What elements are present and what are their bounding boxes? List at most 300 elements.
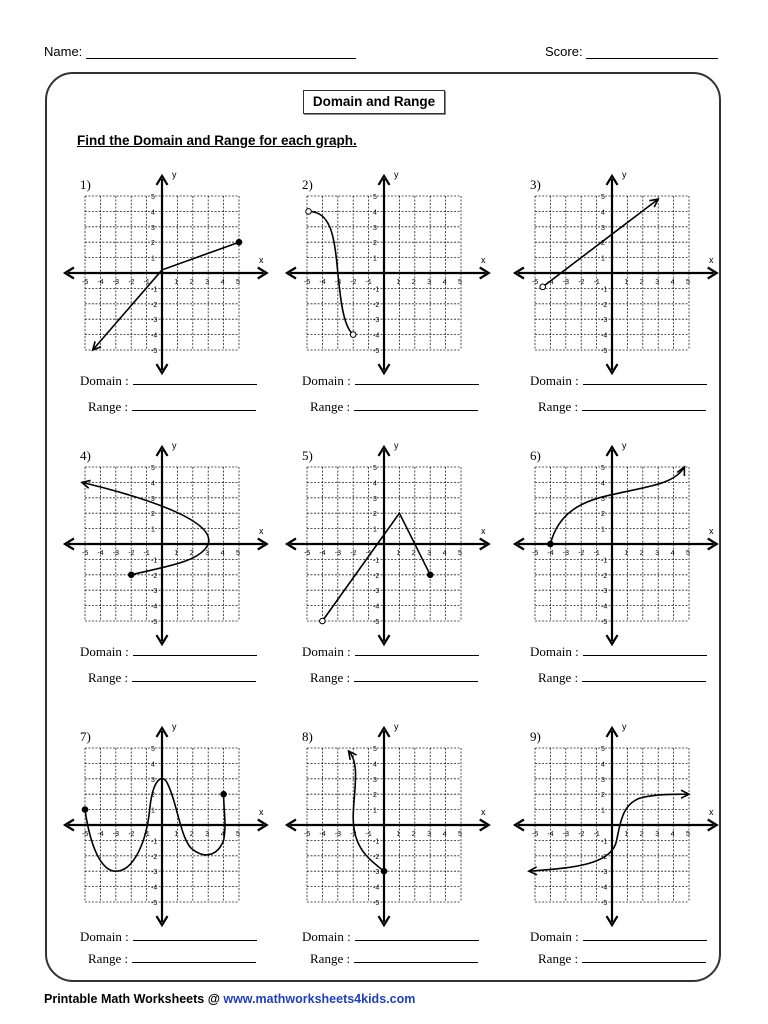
x-tick-label: 3 [655, 831, 660, 838]
x-tick-label: -4 [319, 831, 326, 838]
x-tick-label: -3 [562, 550, 570, 557]
range-blank[interactable] [582, 952, 706, 963]
graph-5 [282, 440, 507, 685]
domain-label: Domain : [80, 929, 129, 944]
x-tick-label: 1 [396, 279, 401, 286]
domain-answer [302, 373, 479, 389]
x-tick-label: 1 [624, 279, 629, 286]
x-tick-label: 3 [205, 831, 210, 838]
open-endpoint [540, 284, 546, 290]
y-tick-label: 4 [601, 761, 605, 769]
x-tick-label: -1 [593, 550, 600, 557]
domain-label: Domain : [80, 373, 129, 388]
y-tick-label: 5 [373, 746, 377, 753]
closed-endpoint [427, 572, 433, 578]
y-tick-label: -5 [151, 900, 158, 907]
y-tick-label: 3 [151, 495, 155, 503]
x-tick-label: -4 [319, 279, 326, 286]
score-label: Score: [545, 44, 583, 59]
y-tick-label: 5 [601, 194, 605, 201]
y-tick-label: 2 [373, 511, 377, 519]
y-tick-label: -2 [601, 572, 608, 580]
range-label: Range : [310, 951, 351, 966]
x-tick-label: -1 [593, 279, 600, 286]
range-answer [310, 670, 478, 686]
x-tick-label: -4 [547, 831, 554, 838]
closed-endpoint [82, 807, 88, 813]
graph-number: 8) [302, 729, 313, 744]
x-tick-label: -3 [334, 279, 342, 286]
y-tick-label: 5 [151, 465, 155, 472]
domain-blank[interactable] [133, 374, 257, 385]
score-blank[interactable] [586, 46, 718, 59]
y-tick-label: -4 [151, 332, 158, 340]
domain-blank[interactable] [583, 930, 707, 941]
y-tick-label: 4 [151, 761, 155, 769]
y-axis-label: y [172, 721, 177, 732]
x-tick-label: 2 [189, 550, 194, 557]
instructions: Find the Domain and Range for each graph. [77, 133, 357, 148]
y-tick-label: 2 [601, 511, 605, 519]
x-tick-label: 2 [411, 279, 416, 286]
range-answer [310, 951, 478, 967]
graph-9 [510, 721, 735, 966]
x-tick-label: 1 [396, 831, 401, 838]
x-tick-label: -2 [128, 550, 135, 557]
x-tick-label: -1 [365, 279, 372, 286]
y-tick-label: -5 [601, 619, 608, 626]
domain-answer [80, 929, 257, 945]
x-tick-label: 4 [220, 279, 225, 286]
domain-label: Domain : [530, 929, 579, 944]
y-tick-label: 1 [373, 807, 377, 815]
y-tick-label: -3 [373, 317, 380, 325]
y-tick-label: -3 [151, 869, 158, 877]
y-tick-label: -4 [373, 603, 380, 611]
closed-endpoint [128, 572, 134, 578]
range-blank[interactable] [132, 671, 256, 682]
x-tick-label: -1 [143, 550, 150, 557]
range-label: Range : [538, 951, 579, 966]
graph-2 [282, 169, 507, 414]
coordinate-plane [60, 440, 285, 646]
x-tick-label: 4 [220, 550, 225, 557]
y-tick-label: -1 [601, 557, 608, 565]
x-tick-label: 3 [205, 550, 210, 557]
domain-label: Domain : [302, 929, 351, 944]
x-tick-label: -3 [112, 550, 120, 557]
y-tick-label: 4 [373, 209, 377, 217]
y-tick-label: -4 [373, 332, 380, 340]
y-tick-label: 3 [151, 776, 155, 784]
y-tick-label: -3 [373, 869, 380, 877]
domain-blank[interactable] [133, 645, 257, 656]
y-tick-label: 1 [373, 526, 377, 534]
range-answer [538, 399, 706, 415]
x-axis-label: x [709, 526, 714, 536]
x-tick-label: -1 [143, 279, 150, 286]
open-endpoint [320, 618, 326, 624]
domain-blank[interactable] [355, 374, 479, 385]
y-tick-label: -1 [151, 286, 158, 294]
x-tick-label: -4 [547, 550, 554, 557]
range-label: Range : [88, 670, 129, 685]
range-blank[interactable] [582, 400, 706, 411]
x-axis-label: x [481, 526, 486, 536]
y-tick-label: -1 [601, 286, 608, 294]
x-tick-label: 2 [189, 279, 194, 286]
coordinate-plane [510, 440, 735, 646]
y-axis-label: y [394, 169, 399, 180]
x-tick-label: 5 [686, 279, 690, 286]
x-tick-label: -2 [578, 831, 585, 838]
y-tick-label: 4 [373, 761, 377, 769]
y-tick-label: 5 [601, 465, 605, 472]
graph-1 [60, 169, 285, 414]
graph-number: 5) [302, 448, 313, 463]
x-tick-label: 2 [639, 279, 644, 286]
y-axis-label: y [394, 440, 399, 451]
y-axis-label: y [622, 721, 627, 732]
x-tick-label: 5 [686, 550, 690, 557]
y-tick-label: 5 [373, 465, 377, 472]
y-tick-label: 1 [151, 807, 155, 815]
closed-endpoint [221, 791, 227, 797]
x-tick-label: 4 [670, 831, 675, 838]
x-tick-label: -3 [334, 831, 342, 838]
x-tick-label: -2 [578, 550, 585, 557]
x-tick-label: 5 [458, 279, 462, 286]
y-tick-label: -2 [151, 853, 158, 861]
range-label: Range : [538, 399, 579, 414]
footer [44, 992, 415, 1006]
domain-answer [530, 373, 707, 389]
y-tick-label: 3 [373, 495, 377, 503]
x-tick-label: -1 [593, 831, 600, 838]
range-blank[interactable] [354, 671, 478, 682]
x-tick-label: 3 [427, 831, 432, 838]
range-label: Range : [538, 670, 579, 685]
x-tick-label: -5 [532, 550, 539, 557]
x-tick-label: -1 [143, 831, 150, 838]
graph-number: 9) [530, 729, 541, 744]
x-tick-label: -4 [97, 279, 104, 286]
y-tick-label: -1 [151, 557, 158, 565]
y-tick-label: 5 [373, 194, 377, 201]
range-label: Range : [310, 399, 351, 414]
x-tick-label: 5 [686, 831, 690, 838]
y-tick-label: -2 [373, 301, 380, 309]
y-tick-label: -4 [601, 603, 608, 611]
x-tick-label: 3 [427, 550, 432, 557]
y-axis-label: y [172, 440, 177, 451]
x-tick-label: -4 [547, 279, 554, 286]
y-tick-label: -5 [151, 619, 158, 626]
domain-label: Domain : [530, 644, 579, 659]
x-tick-label: -5 [82, 279, 89, 286]
x-tick-label: 3 [427, 279, 432, 286]
y-tick-label: 2 [601, 240, 605, 248]
range-answer [88, 951, 256, 967]
x-tick-label: -3 [112, 831, 120, 838]
x-tick-label: 4 [670, 279, 675, 286]
y-tick-label: 3 [601, 776, 605, 784]
y-tick-label: -3 [601, 588, 608, 596]
x-axis-label: x [259, 807, 264, 817]
y-tick-label: 3 [373, 224, 377, 232]
x-tick-label: -5 [532, 279, 539, 286]
x-tick-label: -4 [97, 831, 104, 838]
y-tick-label: 5 [151, 746, 155, 753]
y-tick-label: -5 [601, 348, 608, 355]
domain-answer [80, 373, 257, 389]
y-tick-label: -4 [601, 884, 608, 892]
y-tick-label: 4 [151, 209, 155, 217]
y-tick-label: -5 [601, 900, 608, 907]
open-endpoint [306, 209, 312, 215]
name-blank[interactable] [86, 46, 356, 59]
range-label: Range : [88, 951, 129, 966]
coordinate-plane [510, 169, 735, 375]
y-tick-label: 5 [601, 746, 605, 753]
y-tick-label: 3 [373, 776, 377, 784]
range-blank[interactable] [132, 400, 256, 411]
y-tick-label: -5 [373, 348, 380, 355]
y-tick-label: -3 [373, 588, 380, 596]
y-tick-label: 1 [601, 807, 605, 815]
y-tick-label: -1 [601, 838, 608, 846]
y-axis-label: y [622, 440, 627, 451]
y-tick-label: -5 [373, 900, 380, 907]
domain-label: Domain : [80, 644, 129, 659]
range-answer [88, 670, 256, 686]
y-tick-label: -1 [373, 286, 380, 294]
graph-number: 6) [530, 448, 541, 463]
y-tick-label: -2 [373, 853, 380, 861]
y-tick-label: 1 [601, 526, 605, 534]
function-curve [550, 467, 684, 544]
x-tick-label: -5 [304, 550, 311, 557]
y-tick-label: 4 [151, 480, 155, 488]
x-tick-label: 3 [205, 279, 210, 286]
x-tick-label: 4 [442, 279, 447, 286]
x-tick-label: 1 [624, 550, 629, 557]
domain-label: Domain : [302, 373, 351, 388]
y-tick-label: 4 [373, 480, 377, 488]
graph-number: 7) [80, 729, 91, 744]
y-tick-label: 5 [151, 194, 155, 201]
x-tick-label: 4 [442, 550, 447, 557]
x-tick-label: -4 [319, 550, 326, 557]
y-tick-label: 2 [373, 792, 377, 800]
x-axis-label: x [259, 526, 264, 536]
domain-blank[interactable] [355, 930, 479, 941]
x-tick-label: 5 [458, 550, 462, 557]
y-axis-label: y [622, 169, 627, 180]
y-tick-label: -2 [151, 572, 158, 580]
coordinate-plane [282, 440, 507, 646]
closed-endpoint [381, 868, 387, 874]
x-tick-label: -2 [350, 831, 357, 838]
x-tick-label: -5 [82, 550, 89, 557]
domain-blank[interactable] [133, 930, 257, 941]
range-blank[interactable] [582, 671, 706, 682]
x-tick-label: 2 [411, 831, 416, 838]
range-answer [88, 399, 256, 415]
graph-number: 3) [530, 177, 541, 192]
x-tick-label: 1 [174, 831, 179, 838]
domain-answer [302, 929, 479, 945]
footer-prefix: Printable Math Worksheets @ [44, 992, 224, 1006]
y-tick-label: -2 [601, 853, 608, 861]
graph-number: 4) [80, 448, 91, 463]
y-tick-label: -4 [601, 332, 608, 340]
y-tick-label: -4 [151, 603, 158, 611]
y-tick-label: -2 [601, 301, 608, 309]
domain-label: Domain : [302, 644, 351, 659]
x-tick-label: 2 [411, 550, 416, 557]
x-tick-label: -3 [562, 831, 570, 838]
y-tick-label: -1 [373, 838, 380, 846]
graph-8 [282, 721, 507, 966]
y-tick-label: -3 [601, 317, 608, 325]
function-curve [93, 242, 239, 350]
x-tick-label: -5 [82, 831, 89, 838]
y-tick-label: 4 [601, 209, 605, 217]
x-axis-label: x [481, 807, 486, 817]
y-tick-label: 1 [151, 526, 155, 534]
y-tick-label: 1 [373, 255, 377, 263]
y-tick-label: -2 [151, 301, 158, 309]
x-tick-label: -4 [97, 550, 104, 557]
domain-answer [530, 929, 707, 945]
coordinate-plane [510, 721, 735, 927]
x-tick-label: 1 [174, 279, 179, 286]
range-answer [538, 670, 706, 686]
range-answer [310, 399, 478, 415]
y-tick-label: -3 [151, 317, 158, 325]
range-label: Range : [310, 670, 351, 685]
domain-answer [80, 644, 257, 660]
range-answer [538, 951, 706, 967]
y-tick-label: -3 [151, 588, 158, 596]
domain-label: Domain : [530, 373, 579, 388]
range-blank[interactable] [132, 952, 256, 963]
coordinate-plane [282, 721, 507, 927]
domain-answer [302, 644, 479, 660]
y-tick-label: -5 [151, 348, 158, 355]
y-tick-label: 2 [373, 240, 377, 248]
y-axis-label: y [172, 169, 177, 180]
x-tick-label: -3 [562, 279, 570, 286]
range-blank[interactable] [354, 952, 478, 963]
coordinate-plane [60, 721, 285, 927]
y-axis-label: y [394, 721, 399, 732]
x-tick-label: 3 [655, 279, 660, 286]
y-tick-label: -4 [151, 884, 158, 892]
x-tick-label: 1 [624, 831, 629, 838]
coordinate-plane [282, 169, 507, 375]
x-tick-label: 1 [174, 550, 179, 557]
domain-blank[interactable] [583, 645, 707, 656]
y-tick-label: 3 [601, 224, 605, 232]
x-tick-label: -5 [304, 279, 311, 286]
x-tick-label: -2 [578, 279, 585, 286]
x-tick-label: 2 [639, 550, 644, 557]
y-tick-label: 1 [151, 255, 155, 263]
domain-blank[interactable] [355, 645, 479, 656]
x-tick-label: -1 [365, 831, 372, 838]
range-blank[interactable] [354, 400, 478, 411]
x-tick-label: 5 [458, 831, 462, 838]
x-tick-label: 4 [442, 831, 447, 838]
x-tick-label: 4 [670, 550, 675, 557]
y-tick-label: -1 [151, 838, 158, 846]
x-tick-label: -3 [334, 550, 342, 557]
y-tick-label: 4 [601, 480, 605, 488]
graph-6 [510, 440, 735, 685]
x-tick-label: 5 [236, 550, 240, 557]
x-tick-label: -3 [112, 279, 120, 286]
x-tick-label: -5 [532, 831, 539, 838]
y-tick-label: 3 [601, 495, 605, 503]
y-tick-label: 2 [151, 792, 155, 800]
footer-url[interactable]: www.mathworksheets4kids.com [223, 992, 416, 1006]
graph-4 [60, 440, 285, 685]
x-tick-label: -2 [350, 279, 357, 286]
name-field [44, 44, 356, 59]
domain-blank[interactable] [583, 374, 707, 385]
x-tick-label: 5 [236, 831, 240, 838]
domain-answer [530, 644, 707, 660]
coordinate-plane [60, 169, 285, 375]
y-tick-label: -2 [373, 572, 380, 580]
y-tick-label: 3 [151, 224, 155, 232]
x-tick-label: -2 [128, 279, 135, 286]
graph-number: 2) [302, 177, 313, 192]
name-label: Name: [44, 44, 83, 59]
closed-endpoint [548, 541, 554, 547]
open-endpoint [350, 332, 356, 338]
x-tick-label: -2 [350, 550, 357, 557]
y-tick-label: -4 [373, 884, 380, 892]
x-tick-label: 3 [655, 550, 660, 557]
y-tick-label: 2 [601, 792, 605, 800]
graph-3 [510, 169, 735, 414]
y-tick-label: 2 [151, 511, 155, 519]
score-field [545, 44, 718, 59]
worksheet-title: Domain and Range [303, 90, 445, 114]
x-tick-label: 2 [639, 831, 644, 838]
x-tick-label: -2 [128, 831, 135, 838]
y-tick-label: -5 [373, 619, 380, 626]
graph-number: 1) [80, 177, 91, 192]
graph-7 [60, 721, 285, 966]
x-axis-label: x [709, 807, 714, 817]
y-tick-label: -1 [373, 557, 380, 565]
y-tick-label: 2 [151, 240, 155, 248]
range-label: Range : [88, 399, 129, 414]
x-axis-label: x [709, 255, 714, 265]
x-axis-label: x [259, 255, 264, 265]
closed-endpoint [236, 239, 242, 245]
x-tick-label: -1 [365, 550, 372, 557]
y-tick-label: -3 [601, 869, 608, 877]
y-tick-label: 1 [601, 255, 605, 263]
x-axis-label: x [481, 255, 486, 265]
x-tick-label: 2 [189, 831, 194, 838]
x-tick-label: 4 [220, 831, 225, 838]
